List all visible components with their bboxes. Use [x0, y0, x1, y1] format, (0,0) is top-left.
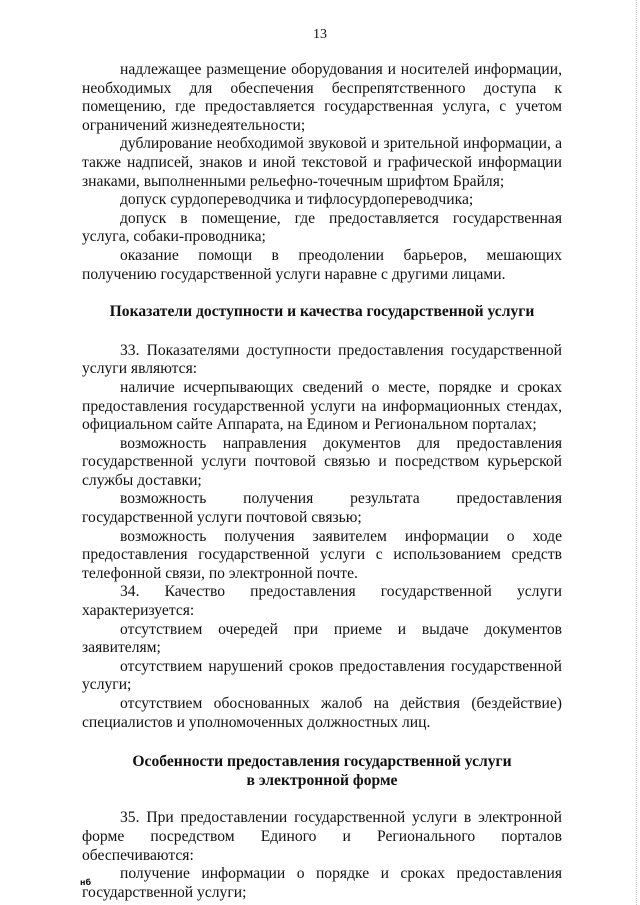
paragraph: отсутствием обоснованных жалоб на действия (бездействие) специалистов и уполномоченных должностных лиц.: [82, 695, 562, 731]
scan-edge: [635, 0, 637, 905]
footer-marker: нб: [80, 878, 92, 887]
paragraph: 35. При предоставлении государственной услуги в электронной форме посредством Единого и Регионального порталов обеспечиваются:: [82, 809, 562, 864]
paragraph: 33. Показателями доступности предоставления государственной услуги являются:: [82, 341, 562, 378]
paragraph: надлежащее размещение оборудования и носителей информации, необходимых для обеспечения беспрепятственного доступа к помещению, где предоставляется государственная услуга, с учетом ограничений жизнедеятельности;: [82, 61, 562, 134]
paragraph: допуск в помещение, где предоставляется государственная услуга, собаки-проводника;: [82, 209, 562, 246]
paragraph: возможность получения заявителем информации о ходе предоставления государственной услуги с использованием средств телефонной связи, по электронной почте.: [82, 527, 562, 582]
paragraph: отсутствием очередей при приеме и выдаче документов заявителям;: [82, 620, 562, 657]
paragraph: получение информации о порядке и сроках предоставления государственной услуги;: [82, 865, 562, 901]
paragraph: оказание помощи в преодолении барьеров, мешающих получению государственной услуги наравне с другими лицами.: [82, 246, 562, 283]
paragraph: 34. Качество предоставления государственной услуги характеризуется:: [82, 583, 562, 620]
page-body: [82, 61, 562, 902]
paragraph: наличие исчерпывающих сведений о месте, порядке и сроках предоставления государственной услуги на информационных стендах, официальном сайте Аппарата, на Едином и Региональном порталах;: [82, 378, 562, 434]
paragraph: возможность направления документов для предоставления государственной услуги почтовой связью и посредством курьерской службы доставки;: [82, 434, 562, 489]
paragraph: отсутствием нарушений сроков предоставления государственной услуги;: [82, 657, 562, 694]
section-heading: Особенности предоставления государственной услуги в электронной форме: [132, 753, 512, 789]
paragraph: дублирование необходимой звуковой и зрительной информации, а также надписей, знаков и иной текстовой и графической информации знаками, выполненными рельефно-точечным шрифтом Брайля;: [82, 135, 562, 190]
paragraph: допуск сурдопереводчика и тифлосурдопереводчика;: [120, 191, 474, 209]
section-heading: Показатели доступности и качества государственной услуги: [109, 303, 535, 321]
page-number: 13: [313, 27, 327, 42]
paragraph: возможность получения результата предоставления государственной услуги почтовой связью;: [82, 490, 562, 527]
